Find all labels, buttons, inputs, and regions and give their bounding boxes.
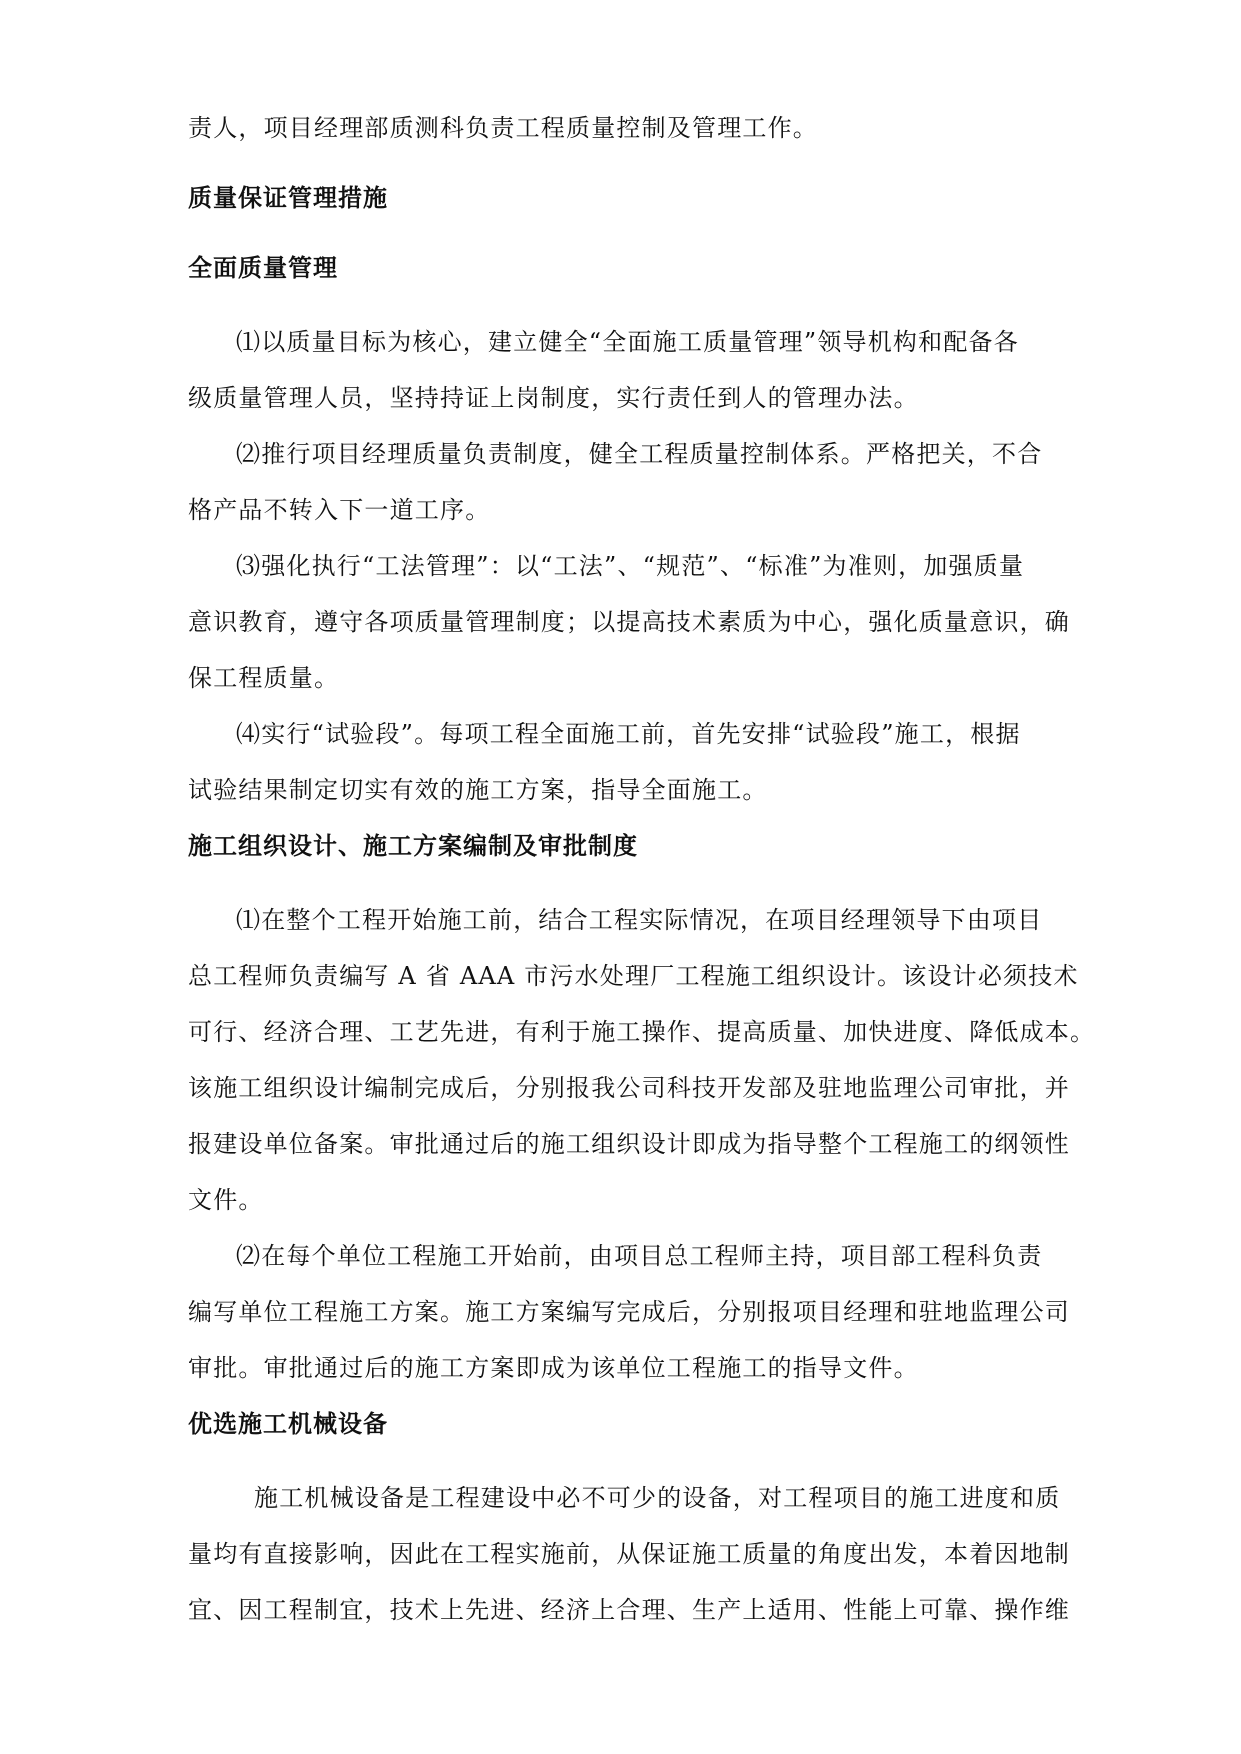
paragraph-line: 可行、经济合理、工艺先进，有利于施工操作、提高质量、加快进度、降低成本。	[188, 1018, 1096, 1046]
paragraph-line: 试验结果制定切实有效的施工方案，指导全面施工。	[188, 776, 768, 804]
document-page	[188, 100, 1096, 1638]
paragraph-item-1	[188, 314, 1054, 426]
paragraph-line: ⑴在整个工程开始施工前，结合工程实际情况，在项目经理领导下由项目	[236, 906, 1043, 934]
paragraph-equipment	[188, 1470, 1070, 1638]
heading-equipment: 优选施工机械设备	[188, 1410, 388, 1438]
paragraph-line: 格产品不转入下一道工序。	[188, 496, 491, 524]
paragraph-line: ⑵在每个单位工程施工开始前，由项目总工程师主持，项目部工程科负责	[236, 1242, 1043, 1270]
heading-total-quality: 全面质量管理	[188, 254, 338, 282]
paragraph-line: 施工机械设备是工程建设中必不可少的设备，对工程项目的施工进度和质	[254, 1484, 1061, 1512]
paragraph-line: 总工程师负责编写 A 省 AAA 市污水处理厂工程施工组织设计。该设计必须技术	[188, 962, 1079, 990]
paragraph-line: 报建设单位备案。审批通过后的施工组织设计即成为指导整个工程施工的纲领性	[188, 1130, 1070, 1158]
heading-quality-assurance: 质量保证管理措施	[188, 184, 388, 212]
paragraph-item-3	[188, 538, 1070, 706]
paragraph-line: 文件。	[188, 1186, 264, 1214]
paragraph-line: ⑶强化执行“工法管理”：以“工法”、“规范”、“标准”为准则，加强质量	[236, 552, 1025, 580]
paragraph-design-item-1	[188, 892, 1096, 1228]
paragraph-line: 审批。审批通过后的施工方案即成为该单位工程施工的指导文件。	[188, 1354, 919, 1382]
intro-line: 责人，项目经理部质测科负责工程质量控制及管理工作。	[188, 114, 818, 142]
heading-construction-design: 施工组织设计、施工方案编制及审批制度	[188, 832, 638, 860]
paragraph-line: 编写单位工程施工方案。施工方案编写完成后，分别报项目经理和驻地监理公司	[188, 1298, 1070, 1326]
paragraph-line: ⑴以质量目标为核心，建立健全“全面施工质量管理”领导机构和配备各	[236, 328, 1019, 356]
paragraph-line: 该施工组织设计编制完成后，分别报我公司科技开发部及驻地监理公司审批，并	[188, 1074, 1070, 1102]
paragraph-line: 级质量管理人员，坚持持证上岗制度，实行责任到人的管理办法。	[188, 384, 919, 412]
paragraph-line: 量均有直接影响，因此在工程实施前，从保证施工质量的角度出发，本着因地制	[188, 1540, 1070, 1568]
paragraph-line: 宜、因工程制宜，技术上先进、经济上合理、生产上适用、性能上可靠、操作维	[188, 1596, 1070, 1624]
paragraph-line: ⑵推行项目经理质量负责制度，健全工程质量控制体系。严格把关，不合	[236, 440, 1043, 468]
paragraph-line: 意识教育，遵守各项质量管理制度；以提高技术素质为中心，强化质量意识，确	[188, 608, 1070, 636]
paragraph-line: 保工程质量。	[188, 664, 340, 692]
paragraph-line: ⑷实行“试验段”。每项工程全面施工前，首先安排“试验段”施工，根据	[236, 720, 1021, 748]
paragraph-design-item-2	[188, 1228, 1070, 1396]
paragraph-item-2	[188, 426, 1054, 538]
paragraph-item-4	[188, 706, 1054, 818]
